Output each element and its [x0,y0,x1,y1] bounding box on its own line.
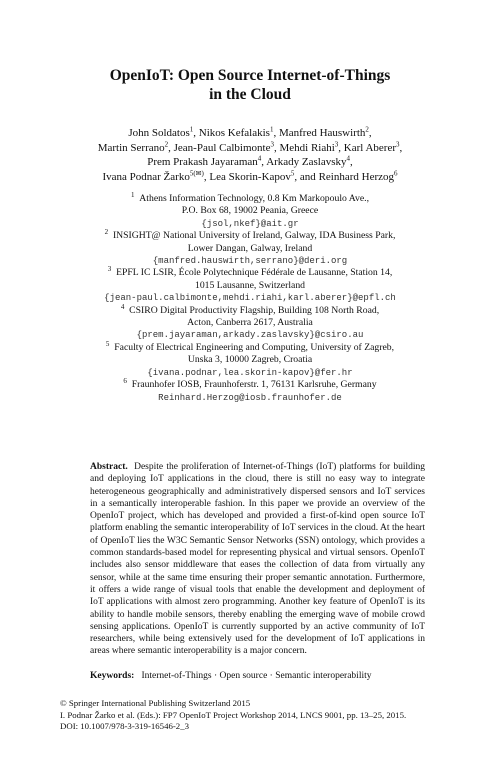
affiliation-email[interactable]: Reinhard.Herzog@iosb.fraunhofer.de [158,392,342,403]
affiliation-address: Faculty of Electrical Engineering and Computing, University of Zagreb, [114,341,395,353]
affiliation-address: Lower Dangan, Galway, Ireland [187,242,313,254]
author-name: Reinhard Herzog [318,170,395,183]
affiliation-number: 1 [130,190,135,199]
keywords-label: Keywords: [90,671,135,681]
author-affil-mark: 3 [334,139,339,148]
author-line-4: Ivana Podnar Žarko$^{5(✉)}$, Lea Skorin-Kapov$^5$, and Reinhard Herzog$^6$ [102,169,398,183]
author-affil-mark: 2 [365,125,369,134]
affiliation-email[interactable]: {jsol,nkef}@ait.gr [201,218,299,229]
author-affil-mark: 3 [396,139,400,148]
affiliation-number: 6 [123,376,127,385]
affiliation-list [70,190,430,404]
affiliation-item [70,339,430,379]
affiliation-address: CSIRO Digital Productivity Flagship, Building 108 North Road, [129,304,380,316]
copyright-line: © Springer International Publishing Switzerland 2015 [60,698,251,708]
title-line-1: OpenIoT: Open Source Internet-of-Things [109,67,391,84]
affiliation-address: Acton, Canberra 2617, Australia [187,317,313,329]
affiliation-address: 1015 Lausanne, Switzerland [194,279,306,291]
author-list [40,126,460,184]
author-name: Nikos Kefalakis [198,127,270,139]
author-name: Ivana Podnar Žarko [102,170,190,183]
abstract-paragraph [90,461,425,658]
author-affil-mark: 4 [346,154,351,163]
paper-title [60,66,440,104]
author-affil-mark: 1 [269,125,274,134]
author-name: Mehdi Riahi [279,141,335,154]
affiliation-address: Athens Information Technology, 0.8 Km Markopoulo Ave., [139,193,370,204]
author-affil-mark: 3 [270,139,274,148]
copyright-footer [60,698,460,733]
affiliation-item [70,376,430,404]
author-affil-mark: 2 [164,139,169,148]
title-line-2: in the Cloud [209,86,291,103]
affiliation-address: P.O. Box 68, 19002 Peania, Greece [181,205,319,217]
affiliation-address: EPFL IC LSIR, École Polytechnique Fédérale de Lausanne, Station 14, [116,267,393,279]
author-name: Manfred Hauswirth [278,127,366,139]
affiliation-address: INSIGHT@ National University of Ireland, Galway, IDA Business Park, [112,230,396,242]
author-name: John Soldatos [128,127,190,139]
author-name: Karl Aberer [343,141,397,154]
affiliation-email[interactable]: {prem.jayaraman,arkady.zaslavsky}@csiro.au [136,330,364,341]
affiliation-number: 5 [105,339,110,348]
author-line-1: John Soldatos$^1$, Nikos Kefalakis$^1$, Manfred Hauswirth$^2$, [128,125,372,139]
affiliation-email[interactable]: {jean-paul.calbimonte,mehdi.riahi,karl.aberer}@epfl.ch [104,293,396,304]
author-name: Jean-Paul Calbimonte [173,141,271,154]
affiliation-number: 4 [120,302,125,311]
affiliation-item [70,227,430,267]
affiliation-address: Fraunhofer IOSB, Fraunhoferstr. 1, 76131 Karlsruhe, Germany [131,379,377,391]
affiliation-item [70,267,430,304]
author-name: Prem Prakash Jayaraman [147,156,258,169]
doi-line[interactable]: DOI: 10.1007/978-3-319-16546-2_3 [60,721,190,731]
author-affil-mark: 1 [189,125,194,134]
affiliation-number: 3 [107,265,112,274]
author-affil-mark: 6 [394,169,398,178]
keywords-line [90,670,425,682]
abstract-text: Despite the proliferation of Internet-of-Things (IoT) platforms for building and deploying IoT applications in the cloud, there is still no easy way to integrate heterogeneous geographically and administratively dispersed sensors and IoT services in a semantically interoperable fashion. In this paper we provide an overview of the OpenIoT project, which has developed and provided a first-of-kind open source IoT platform enabling the semantic interoperability of IoT services in the cloud. At the heart of OpenIoT lies the W3C Semantic Sensor Networks (SSN) ontology, which provides a common standards-based model for representing physical and virtual sensors. OpenIoT includes also sensor middleware that eases the collection of data from virtually any sensor, while at the same time ensuring their proper semantic annotation. Furthermore, it offers a wide range of visual tools that enable the development and deployment of IoT applications with almost zero programming. Another key feature of OpenIoT is its ability to handle mobile sensors, thereby enabling the emerging wave of mobile crowd sensing applications. OpenIoT is currently supported by an active community of IoT researchers, while being extensively used for the development of IoT applications in areas where semantic interoperability is a major concern. [90,462,425,657]
abstract-label: Abstract. [90,462,128,472]
author-name: Martin Serrano [97,141,165,154]
affiliation-address: Unska 3, 10000 Zagreb, Croatia [187,354,313,366]
author-affil-mark: 5(✉) [189,169,204,178]
author-line-2: Martin Serrano$^2$, Jean-Paul Calbimonte$^3$, Mehdi Riahi$^3$, Karl Aberer$^3$, [97,139,403,154]
citation-line: I. Podnar Žarko et al. (Eds.): FP7 OpenIoT Project Workshop 2014, LNCS 9001, pp. 13–25, 2015. [60,709,407,720]
affiliation-email[interactable]: {manfred.hauswirth,serrano}@deri.org [152,256,348,267]
affiliation-email[interactable]: {ivana.podnar,lea.skorin-kapov}@fer.hr [147,367,353,378]
author-line-3: Prem Prakash Jayaraman$^4$, Arkady Zaslavsky$^4$, [147,154,353,169]
author-name: Arkady Zaslavsky [266,156,347,169]
keywords-text: Internet-of-Things · Open source · Semantic interoperability [141,671,372,681]
affiliation-item [70,302,430,342]
author-affil-mark: 4 [257,154,262,163]
affiliation-number: 2 [104,227,109,236]
author-name: Lea Skorin-Kapov [209,170,291,183]
affiliation-item [70,190,430,230]
author-affil-mark: 5 [290,169,295,178]
